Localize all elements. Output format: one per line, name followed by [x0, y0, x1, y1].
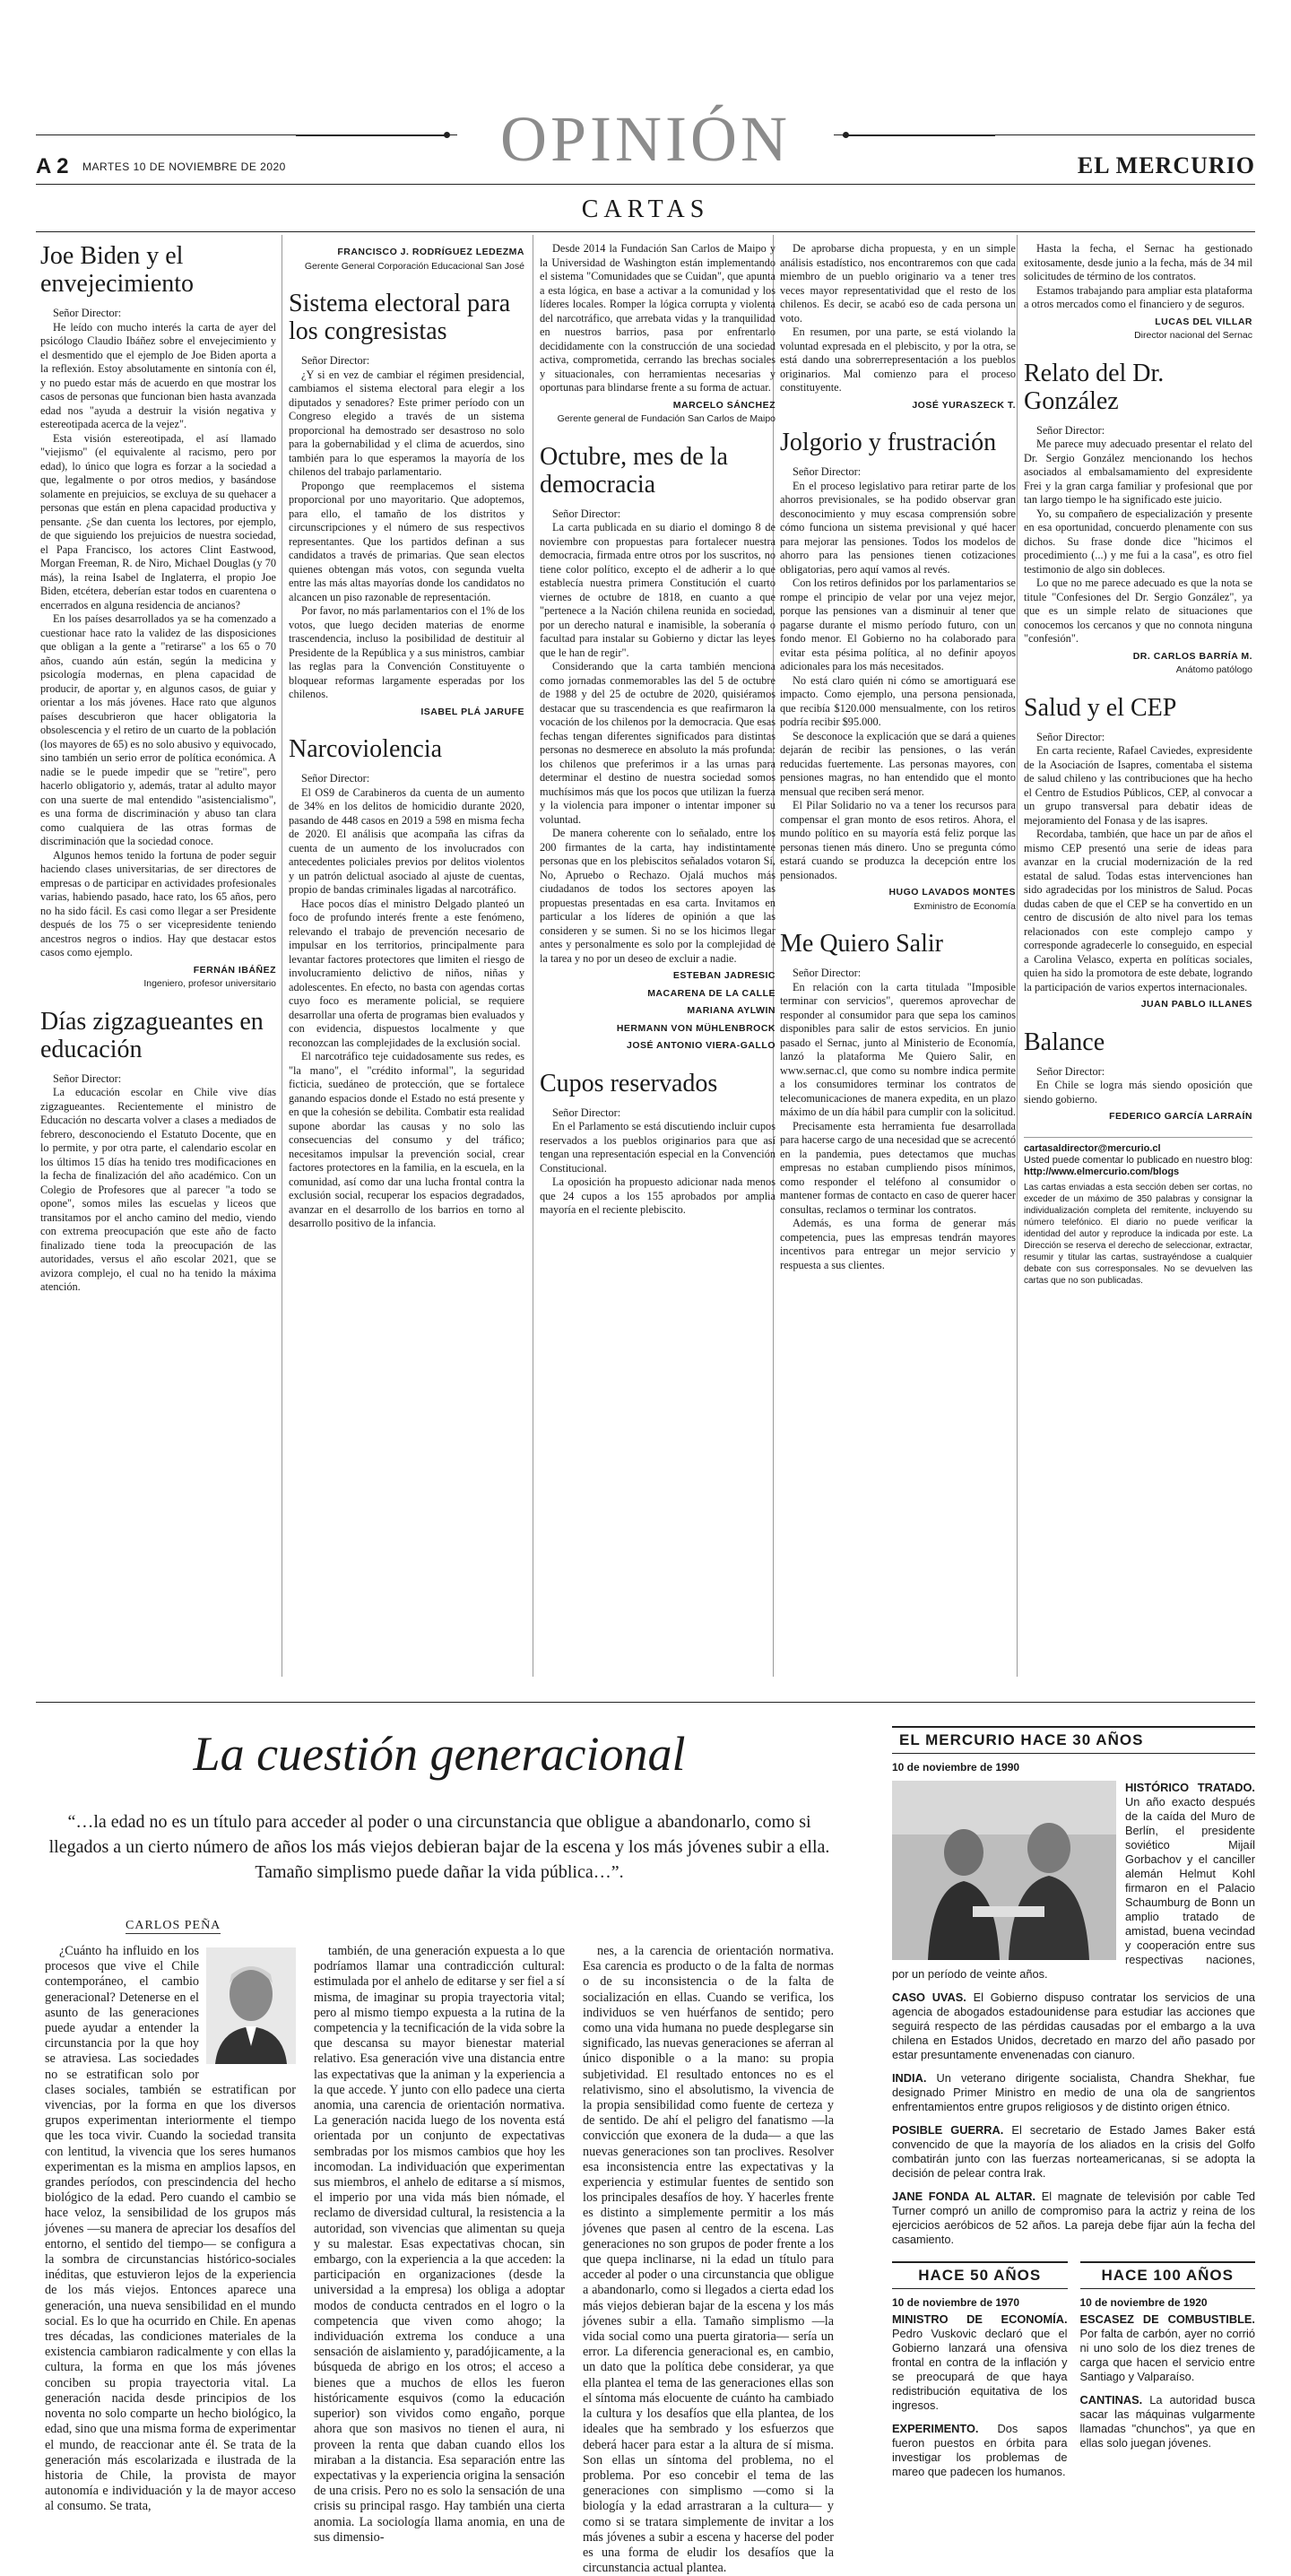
- news-item-text: La autoridad busca sacar las máquinas vulgarmente llamadas "chunchos", ya que en ellas solo juegan jóvenes.: [1079, 2393, 1255, 2450]
- sidebar-date: 10 de noviembre de 1990: [892, 1761, 1020, 1774]
- letter-paragraph: En el proceso legislativo para retirar parte de los ahorros previsionales, se ha podido observar gran desconocimiento y muy escasa comprensión sobre cómo funciona un sistema previsional y qué hacer para mejorar las pensiones. Todos los modelos de ahorro para las pensiones tienen cotizaciones obligatorias, pero aquí vamos al revés.: [780, 479, 1016, 576]
- hace-100-box: [1080, 2261, 1256, 2479]
- letter-signature: MARCELO SÁNCHEZ: [672, 399, 775, 411]
- letter-title: Jolgorio y frustración: [780, 429, 997, 456]
- letter-paragraph: En Chile se logra más siendo oposición que siendo gobierno.: [1024, 1079, 1252, 1106]
- news-item-text: El secretario de Estado James Baker está convencido de que la mayoría de los aliados en la crisis del Golfo combatirán junto con las fuerzas norteamericanas, si se adopta la decisión de pelear contra Irak.: [892, 2123, 1255, 2180]
- news-item-head: ESCASEZ DE COMBUSTIBLE.: [1079, 2312, 1255, 2326]
- column-pull-quote: “…la edad no es un título para acceder al poder o una circunstancia que obligue a abandonarlo, como si llegados a un cierto número de años los más viejos debieran bajar de la escena y los más jóvenes subir a ella. Tamaño simplismo puede dañar la vida pública…”.: [48, 1812, 830, 1882]
- letter-paragraph: Hace pocos días el ministro Delgado planteó un foco de profundo interés frente a este fenómeno, relevando el trabajo de prevención necesario de impulsar en los territorios, principalmente para levantar factores protectores que limiten el riesgo de involucramiento delictivo de niños, niñas y adolescentes. En efecto, no basta con agendas cortas cuyo foco es meramente policial, se requiere desarrollar una oferta de programas bien evaluados y con evidencia, dispuestos localmente y que reconozcan las complejidades de la exclusión social.: [289, 897, 524, 1049]
- page-header: [36, 18, 1255, 223]
- news-item: [892, 1991, 1255, 2062]
- letter-paragraph: Yo, su compañero de especialización y presente en esa oportunidad, concuerdo plenamente con sus dichos. Su frase donde dice "hicimos el procedimiento (...) y me fui a la casa", es otro fiel testimonio de algo sin dobleces.: [1024, 507, 1252, 576]
- letter-title: Sistema electoral para los congresistas: [289, 290, 511, 345]
- letter-paragraph: Algunos hemos tenido la fortuna de poder seguir haciendo clases universitarias, de ser directores de empresas o de participar en actividades profesionales varias, habiendo pasado, hace rato, los 65 años, pero no ha sido fácil. Es casi como llegar a ser Presidente después de los 75 o ser vicepresidente teniendo ancestros negros o indios. Hay que destacar estos casos como ejemplo.: [40, 848, 276, 958]
- letter-signature: FERNÁN IBÁÑEZ: [193, 964, 276, 976]
- letter-paragraph: Por favor, no más parlamentarios con el 1% de los votos, que luego deciden materias de enorme trascendencia, incluso la posibilidad de destituir al Presidente de la República y a sus ministros, cambiar las reglas para la Convención Constituyente o bloquear reformas largamente esperadas por los chilenos.: [289, 604, 524, 700]
- letter-title: Me Quiero Salir: [780, 930, 943, 958]
- letter-paragraph: Precisamente esta herramienta fue desarrollada para hacerse cargo de una necesidad que se acrecentó en la pandemia, pues detectamos que muchas empresas no estaban cumpliendo pisos mínimos, como responder el teléfono al consumidor o mantener formas de contacto en caso de querer hacer consultas, reclamos o terminar los contratos.: [780, 1119, 1016, 1216]
- ornament-line: [843, 134, 995, 136]
- letters-column-3: [540, 242, 775, 1218]
- letter-paragraph: De aprobarse dicha propuesta, y en un simple análisis estadístico, nos encontraremos con que cada miembro de un pueblo originario va a tener tres veces mayor representatividad que el resto de los chilenos. Es decir, se acabó eso de cada persona un voto.: [780, 242, 1016, 325]
- letter-paragraph: El narcotráfico teje cuidadosamente sus redes, es "la mano", el "crédito informal", la seguridad ficticia, suedáneo de protección, que se fortalece ganando espacios donde el Estado no está presente y en que la cohesión se debilita. Combatir esta realidad supone abordar las causas y no solo las consecuencias del consumo y del tráfico; necesitamos impulsar la prevención social, crear factores protectores en la familia, en la escuela, en la comunidad, así como dar una lucha frontal contra la exclusión social, recuperar los espacios degradados, avanzar en el desarrollo de los barrios en torno al desarrollo positivo de la infancia.: [289, 1050, 524, 1229]
- letter-title: Octubre, mes de la democracia: [540, 442, 728, 499]
- letter-signature: MARIANA AYLWIN: [687, 1005, 775, 1016]
- news-item-head: EXPERIMENTO.: [892, 2422, 979, 2435]
- sidebar-date: 10 de noviembre de 1970: [892, 2296, 1020, 2309]
- letter-signature: ESTEBAN JADRESIC: [672, 970, 775, 981]
- letter-paragraph: Desde 2014 la Fundación San Carlos de Maipo y la Universidad de Washington están implementando el sistema "Comunidades que se Cuidan", que apunta a esta lógica, en base a activar a la comunidad y los líderes locales. Romper la lógica corrupta y violenta del narcotráfico, que arrebata vidas y la tranquilidad en nuestros barrios, pasa por enfrentarlo decididamente con la construcción de una sociedad activa, comprometida, cerrando las brechas sociales y situacionales, con herramientas necesarias y oportunas para blindarse frente a su forma de actuar.: [540, 242, 775, 394]
- column-title: La cuestión generacional: [193, 1727, 686, 1781]
- letters-column-1: [40, 242, 276, 1295]
- news-item-text: El magnate de televisión por cable Ted Turner compró un anillo de compromiso para la actriz y reina de los ejercicios aeróbicos de 52 años. La pareja debe fijar aún la fecha del casamiento.: [892, 2190, 1255, 2246]
- news-item: [892, 2123, 1255, 2181]
- letter-title: Narcoviolencia: [289, 735, 443, 763]
- news-item-head: JANE FONDA AL ALTAR.: [892, 2190, 1036, 2203]
- letter-paragraph: No está claro quién ni cómo se amortiguará ese impacto. Como ejemplo, una persona pensionada, que recibía $120.000 mensualmente, con los retiros podría recibir $95.000.: [780, 673, 1016, 728]
- letter-paragraph: La oposición ha propuesto adicionar nada menos que 24 cupos a los 155 aprobados por amplia mayoría en el reciente plebiscito.: [540, 1175, 775, 1216]
- letter-salute: Señor Director:: [301, 772, 370, 785]
- news-item-text: Por falta de carbón, ayer no corrió ni uno solo de los diez trenes de carga que hacen el servicio entre Santiago y Valparaíso.: [1079, 2327, 1255, 2383]
- letter-paragraph: Me parece muy adecuado presentar el relato del Dr. Sergio González mencionando los hechos asociados al embalsamamiento del expresidente Frei y la gran carga familiar y profesional que por tan largo tiempo le ha significado este juicio.: [1024, 438, 1252, 506]
- newspaper-name: EL MERCURIO: [1077, 152, 1255, 178]
- letter-salute: Señor Director:: [793, 465, 862, 478]
- photo-caption-head: HISTÓRICO TRATADO.: [1125, 1781, 1255, 1794]
- letter-paragraph: El Pilar Solidario no va a tener los recursos para compensar el gran monto de esos retiros. Ahora, el mundo político en su mayoría está feliz porque las personas tienen más dinero. Uno se pregunta cómo estará cuando se produzca la decepción entre los pensionados.: [780, 799, 1016, 881]
- author-portrait: [206, 1947, 296, 2064]
- contact-box: [1024, 1137, 1252, 1287]
- letter-salute: Señor Director:: [53, 1071, 122, 1085]
- blog-intro: Usted puede comentar lo publicado en nuestro blog:: [1024, 1154, 1253, 1166]
- blog-link[interactable]: http://www.elmercurio.com/blogs: [1024, 1166, 1180, 1177]
- letter-paragraph: La educación escolar en Chile vive días zigzagueantes. Recientemente el ministro de Educación no descarta volver a clases a mediados de febrero, desconociendo el Estatuto Docente, que en lo permite, y por otra parte, el calendario escolar en los últimos 15 días ha tenido tres modificaciones en la fecha de finalización del año académico. Con un Colegio de Profesores que al parecer "a todo se opone", somos miles las escuelas y liceos que transitamos por el ancho camino del medio, viendo con extrema preocupación que este año de facto finalizado tiene toda la preocupación de las autoridades, versus el año escolar 2021, que se avizora complejo, el cual no ha tenido la máxima atención.: [40, 1086, 276, 1293]
- letters-rules: Las cartas enviadas a esta sección deben ser cortas, no exceder de un máximo de 350 palabras y consignar la individualización completa del remitente, incluyendo su número telefónico. El diario no puede verificar la identidad del autor y reproduce la indicada por este. La Dirección se reserva el derecho de seleccionar, extractar, resumir y titular las cartas, sustrayéndose a cualquier debate con sus corresponsales. No se devuelven las cartas que no son publicadas.: [1024, 1182, 1252, 1286]
- letter-signature: HUGO LAVADOS MONTES: [888, 887, 1016, 898]
- letter-paragraph: De manera coherente con lo señalado, entre los 200 firmantes de la carta, hay indistintamente personas que en los plebiscitos señalados votaron Sí, No, Apruebo o Rechazo. Ojalá muchos más ciudadanos de todos los sectores apoyen las propuestas presentadas en esa carta. Invitamos en particular a los líderes de opinión a que las consideren y se sumen. Si no se los hicimos llegar antes y personalmente es solo por la complejidad de la tarea y no por un deseo de excluir a nadie.: [540, 827, 775, 965]
- letter-paragraph: En los países desarrollados ya se ha comenzado a cuestionar hace rato la validez de las disposiciones que obligan a la gente a "retirarse" a los 65 o 70 años, cuando aún están, según la medicina y psicología modernas, en plena capacidad de producir, de aportar y, en algunos casos, de guiar y orientar a los más jóvenes. Hace rato que algunos países descubrieron que hacer obligatoria la obsolescencia y el retiro de un cuarto de la población (los mayores de 65) es no solo abusivo y equivocado, sino también un serio error de política económica. A nadie se le puede impedir que se "retire", pero hacerlo obligatorio y, además, tratar al adulto mayor con una suerte de mal entendido "asistencialismo", es una forma de discriminación y abuso tan clara como cualquiera de las otras formas de discriminación que la sociedad conoce.: [40, 612, 276, 847]
- letter-signature: DR. CARLOS BARRÍA M.: [1132, 650, 1252, 662]
- column-paragraph: también, de una generación expuesta a lo que podríamos llamar una contradicción cultural: estimulada por el anhelo de editarse y ser fiel a sí misma, de imaginar su propia trayectoria vital; pero al mismo tiempo expuesta a la rutina de la competencia y la tecnificación de la vida sobre la que descansa su mayor bienestar material relativo. Esa generación vive una distancia entre las expectativas que la animan y la experiencia a la que accede. Y junto con ello padece una cierta anomia, una carencia de orientación normativa. La generación nacida luego de los noventa está orientada por un conjunto de expectativas sembradas por los mismos cambios que hoy les incomodan. La individuación que experimentan sus miembros, el anhelo de editarse a sí mismos, el imperio por una vida más bien nómade, el reclamo de diversidad cultural, la resistencia a la autoridad, son vivencias que alimentan su queja y su malestar. Esas expectativas chocan, sin embargo, con la experiencia a la que acceden: la participación en organizaciones (desde la universidad a la empresa) los obliga a adoptar modos de conducta centrados en el logro o la competencia que viven como ahogo; la individuación extrema los conduce a una sensación de aislamiento y, paradójicamente, a la búsqueda de abrigo en los otros; el acceso a bienes que a muchos de ellos les fueron históricamente esquivos (como la educación superior) son vividos como engaño, porque ahora que son masivos no tienen el aura, ni proveen la renta que daban cuando ellos los miraban a la distancia. Esa separación entre las expectativas y la experiencia origina la sensación de una crisis. Pero no es solo la sensación de una crisis su principal rasgo. Hay también una cierta anomia. La sociología llama anomia, en una de sus dimensio-: [314, 1944, 565, 2545]
- letter-paragraph: En resumen, por una parte, se está violando la voluntad expresada en el plebiscito, y por la otra, se está dando una sobrerrepresentación a los pueblos originarios. Mal comienzo para el proceso constituyente.: [780, 325, 1016, 394]
- letter-role: Director nacional del Sernac: [1134, 330, 1252, 341]
- column-text-3: [583, 1944, 834, 2576]
- letter-salute: Señor Director:: [552, 507, 621, 520]
- letter-paragraph: Además, es una forma de generar más competencia, pues las empresas tendrán mayores incentivos para entregar un mejor servicio y respuesta a sus clientes.: [780, 1217, 1016, 1271]
- letters-column-2: [289, 242, 524, 1231]
- section-title: OPINIÓN: [457, 103, 834, 175]
- letter-paragraph: Propongo que reemplacemos el sistema proporcional por uno mayoritario. Que adoptemos, para ello, el tamaño de los distritos y circunscripciones y el número de sus respectivos representantes. Que los partidos definan a sus candidatos a través de primarias. Que sean electos quienes obtengan más votos, con segunda vuelta entre las más altas mayorías donde los candidatos no alcancen un piso razonable de representación.: [289, 479, 524, 603]
- section-rule: [36, 1702, 1255, 1703]
- letter-signature: JOSÉ ANTONIO VIERA-GALLO: [626, 1040, 775, 1051]
- news-item-head: CANTINAS.: [1079, 2393, 1143, 2407]
- column-divider: [1017, 235, 1018, 1677]
- letter-signature: FEDERICO GARCÍA LARRAÍN: [1109, 1111, 1252, 1122]
- letter-paragraph: En relación con la carta titulada "Imposible terminar con servicios", queremos aprovechar de responder al consumidor para que sepa los caminos disponibles para salir de estos servicios. En junio pasado el Sernac, junto al Ministerio de Economía, lanzó la plataforma Me Quiero Salir, en www.sernac.cl, que como su nombre indica permite a los consumidores terminar los contratos de telecomunicaciones de manera expedita, en un plazo máximo de un día hábil para cumplir con la solicitud.: [780, 980, 1016, 1118]
- column-paragraph: ¿Cuánto ha influido en los procesos que vive el Chile contemporáneo, el cambio generacional? Detenerse en el asunto de las generaciones puede ayudar a entender la circunstancia por la que hoy se atraviesa. Las sociedades no se estratifican solo por clases sociales, también se estratifican por vivencias, por la forma en que los diversos grupos experimentan interiormente el tiempo que les toca vivir. Cuando la sociedad transita con lentitud, la vivencia que los seres humanos experimentan es la misma en amplios lapsos, en grandes períodos, con prescindencia del hecho biológico de la edad. Pero cuando el cambio se hace veloz, la sensibilidad de los grupos más jóvenes —su manera de apreciar los desafíos del entorno, el sentido del tiempo— se configura a la sombra de circunstancias histórico-sociales inéditas, que estuvieron lejos de la experiencia de los más viejos. Entonces aparece una generación, una nueva sensibilidad en el mundo social. Es lo que ha ocurrido en Chile. En apenas tres décadas, las condiciones materiales de la existencia cambiaron radicalmente y con ellas la cultura, la forma en que los más jóvenes conciben su propia trayectoria vital. La generación nacida desde principios de los noventa no solo comparte un hecho biológico, la edad, sino que una misma forma de experimentar el mundo, de reaccionar ante él. Se trata de la generación más escolarizada e ilustrada de la historia de Chile, la provista de mayor autonomía e individuación y la de mayor acceso al consumo. Se trata,: [45, 1944, 296, 2514]
- letter-salute: Señor Director:: [552, 1106, 621, 1119]
- news-item: [892, 2071, 1255, 2114]
- header-rule: [36, 184, 1255, 185]
- letter-signature: JOSÉ YURASZECK T.: [912, 399, 1016, 411]
- letter-role: Gerente general de Fundación San Carlos de Maipo: [557, 413, 775, 424]
- letter-title: Relato del Dr. González: [1024, 359, 1165, 415]
- ornament-line: [296, 134, 448, 136]
- letter-paragraph: He leído con mucho interés la carta de ayer del psicólogo Claudio Ibáñez sobre el envejecimiento y el desmentido que el ejemplo de Joe Biden aporta a la reflexión. Estoy absolutamente en sintonía con él, y no puedo estar más de acuerdo en que mostrar los casos de personas que funcionan bien hasta avanzada edad nos "ayuda a destruir la visión negativa y estereotipada acerca de la vejez".: [40, 320, 276, 430]
- hace-50-box: [892, 2261, 1068, 2479]
- letter-role: Gerente General Corporación Educacional San José: [304, 260, 524, 272]
- letter-salute: Señor Director:: [1036, 423, 1105, 437]
- letter-signature: JUAN PABLO ILLANES: [1140, 999, 1252, 1010]
- news-item-head: CASO UVAS.: [892, 1991, 966, 2004]
- letter-paragraph: En carta reciente, Rafael Caviedes, expresidente de la Asociación de Isapres, comentaba el sistema de salud chileno y las contribuciones que ha hecho el Centro de Estudios Públicos, CEP, al convocar a un grupo transversal para debatir ideas de mejoramiento del Fonasa y de las isapres.: [1024, 744, 1252, 827]
- letter-salute: Señor Director:: [301, 354, 370, 367]
- column-paragraph: nes, a la carencia de orientación normativa. Esa carencia es producto o de la falta de normas o de su inconsistencia o de la falta de socialización en ellas. Cuando se verifica, los individuos se ven huérfanos de sentido; pero como una vida humana no puede desplegarse sin significado, las nuevas generaciones se aferran al único disponible o a la mano: su propia subjetividad. El resultado entonces no es el relativismo, sino el absolutismo, la vivencia de la propia sensibilidad como fuente de certeza y de sentido. De ahí el peligro del fanatismo —la convicción que exonera de la duda— a que las nuevas generaciones son tan proclives. Resolver esa inconsistencia entre las expectativas y la experiencia y estimular fuentes de sentido son los principales desafíos de hoy. Y hacerles frente es distinto a simplemente permitir a los más jóvenes que pasen al centro de la escena. Las generaciones no son grupos de poder frente a los que quepa inclinarse, ni la edad un título para acceder al poder o una circunstancia que obligue a abandonarlo, como si llegados a cierta edad los más viejos debieran bajar de la escena y los más jóvenes subir a ella. Tamaño simplismo —la vida social como una puerta giratoria— sería un error. La diferencia generacional es, en cambio, un dato que la política debe considerar, ya que ella plantea el tema de las generaciones ellas son el síntoma más elocuente de cuánto ha cambiado la cultura y los desafíos que ella plantea, de los ideales que ha sembrado y los esfuerzos que deberá hacer para estar a la altura de sí misma. Son ellas un síntoma del problema, no el problema. Por eso concebir el tema de las generaciones con simplismo —como si la biología y la edad arrastraran a la cultura— y como si se tratara simplemente de invitar a los más jóvenes a subir a escena y hacerse del poder es una forma de eludir los desafíos que la circunstancia actual plantea.: [583, 1944, 834, 2576]
- news-item-text: El Gobierno dispuso contratar los servicios de una agencia de abogados estadounidense para estudiar las acciones que seguirá respecto de las pérdidas causadas por el embargo a la uva chilena en Estados Unidos, decretado en marzo del año pasado por estar presuntamente envenenadas con cianuro.: [892, 1991, 1255, 2061]
- letters-column-5: [1024, 242, 1252, 1287]
- historic-photo: [892, 1781, 1116, 1960]
- photo-caption: Un año exacto después de la caída del Muro de Berlín, el presidente soviético Mijaíl Gorbachov y el canciller alemán Helmut Kohl firmaron en el Palacio Schaumburg de Bonn un amplio tratado de amistad, buena vecindad y cooperación entre sus respectivas naciones, por un período de veinte años.: [892, 1795, 1255, 1981]
- letter-title: Balance: [1024, 1028, 1105, 1056]
- photo-block: [892, 1781, 1255, 1982]
- letter-signature: MACARENA DE LA CALLE: [647, 987, 775, 999]
- letter-paragraph: Estamos trabajando para ampliar esta plataforma a otros mercados como el financiero y de seguros.: [1024, 283, 1252, 310]
- letter-role: Anátomo patólogo: [1175, 664, 1252, 675]
- history-boxes: [892, 2261, 1255, 2479]
- sidebar-heading: HACE 100 AÑOS: [1080, 2261, 1256, 2289]
- history-sidebar: [892, 1726, 1255, 2479]
- letter-salute: Señor Director:: [1036, 1064, 1105, 1078]
- letter-paragraph: Se desconoce la explicación que se dará a quienes dejarán de recibir las pensiones, o las verán reducidas fuertemente. Las personas mayores, con pensiones magras, no han entendido que el monto mensual que reciben será menor.: [780, 729, 1016, 798]
- letter-role: Ingeniero, profesor universitario: [143, 978, 276, 989]
- news-item-text: Un veterano dirigente socialista, Chandra Shekhar, fue designado Primer Ministro en medio de una ola de sangrientos enfrentamientos entre grupos religiosos y de distinto origen étnico.: [892, 2071, 1255, 2113]
- letter-paragraph: En el Parlamento se está discutiendo incluir cupos reservados a los pueblos originarios para que así tengan una representación especial en la Convención Constitucional.: [540, 1120, 775, 1175]
- letter-paragraph: La carta publicada en su diario el domingo 8 de noviembre con propuestas para fortalecer nuestra democracia, firmada entre otros por los suscritos, no tiene color político, excepto el de adherir a lo que establecía nuestra primera Constitución el cuarto viernes de octubre de 1818, en cuanto a que "pertenece a la Nación chilena reunida en sociedad, por un derecho natural e inamisible, la soberanía o facultad para instalar su Gobierno y dictar las leyes que le han de regir".: [540, 521, 775, 659]
- issue-date: MARTES 10 DE NOVIEMBRE DE 2020: [82, 160, 286, 173]
- sidebar-heading: HACE 50 AÑOS: [892, 2261, 1068, 2289]
- letter-signature: LUCAS DEL VILLAR: [1155, 316, 1252, 327]
- news-item: [892, 2190, 1255, 2247]
- letter-salute: Señor Director:: [1036, 730, 1105, 743]
- column-text-2: [314, 1944, 565, 2546]
- letter-title: Salud y el CEP: [1024, 693, 1177, 722]
- letter-signature: FRANCISCO J. RODRÍGUEZ LEDEZMA: [337, 247, 524, 257]
- letter-role: Exministro de Economía: [914, 900, 1016, 912]
- column-author: CARLOS PEÑA: [126, 1919, 221, 1932]
- news-item-head: INDIA.: [892, 2071, 927, 2085]
- letter-paragraph: Con los retiros definidos por los parlamentarios se rompe el principio de velar por una vejez mejor, porque las pensiones van a disminuir al tener que pagarse durante el mismo período futuro, con un fondo menor. El Gobierno no ha colaborado para evitar esta pésima política, al no definir apoyos adicionales para los más necesitados.: [780, 577, 1016, 672]
- column-text-1: [45, 1944, 296, 2515]
- letter-salute: Señor Director:: [793, 967, 862, 979]
- sidebar-date: 10 de noviembre de 1920: [1079, 2296, 1208, 2309]
- letter-title: Joe Biden y el envejecimiento: [40, 242, 195, 298]
- letter-title: Días zigzagueantes en educación: [40, 1007, 264, 1063]
- letter-signature: HERMANN VON MÜHLENBROCK: [616, 1022, 775, 1034]
- letter-paragraph: Esta visión estereotipada, el así llamado "viejismo" (el equivalente al racismo, pero por edad), lo único que logra es forzar a la sociedad a que, legalmente o por otros medios, y basándose solamente en prejuicios, se excluya de su quehacer a personas que están en plena capacidad productiva y pensante. ¿Se dan cuenta los lectores, por ejemplo, de que siguiendo los prejuicios de nuestra sociedad, el Papa Francisco, los actores Clint Eastwood, Morgan Freeman, R. de Niro, Michael Douglas (y 70 más), la reina Isabel de Inglaterra, el propio Joe Biden, etcétera, deberían estar todos en cuarentena o encerrados en alguna residencia de ancianos?: [40, 431, 276, 611]
- contact-email[interactable]: cartasaldirector@mercurio.cl: [1024, 1142, 1161, 1154]
- page-number: A 2: [36, 154, 69, 178]
- letter-paragraph: Lo que no me parece adecuado es que la nota se titule "Confesiones del Dr. Sergio González", ya que es un simple relato de situaciones que conocemos los cercanos y que no connota ninguna "confesión".: [1024, 577, 1252, 645]
- news-item-text: Dos sapos fueron puestos en órbita para investigar los problemas de mareo que padecen los humanos.: [892, 2422, 1068, 2478]
- news-item-text: Pedro Vuskovic declaró que el Gobierno lanzará una ofensiva frontal en contra de la inflación y se preocupará de que haya redistribución equitativa de los ingresos.: [892, 2327, 1068, 2412]
- letters-column-4: [780, 242, 1016, 1272]
- news-item-head: POSIBLE GUERRA.: [892, 2123, 1004, 2137]
- letter-signature: ISABEL PLÁ JARUFE: [420, 706, 524, 717]
- letter-paragraph: Recordaba, también, que hace un par de años el mismo CEP presentó una serie de ideas para avanzar en la crucial modernización de la red estatal de salud. Todas estas intervenciones han sido agradecidas por los ministros de Salud. Pocas dudas caben de que el CEP se ha convertido en un centro de discusión de alto nivel para los temas relacionados con este complejo campo y corresponde agradecerle lo conseguido, en especial a Carolina Velasco, experta en políticas sociales, quien ha sido la promotora de este debate, logrando la participación de varios expertos internacionales.: [1024, 828, 1252, 993]
- letter-paragraph: El OS9 de Carabineros da cuenta de un aumento de 34% en los delitos de homicidio durante 2020, pasando de 448 casos en 2019 a 598 en misma fecha de 2020. El análisis que acompaña las cifras da cuenta de un aumento de los involucrados con antecedentes policiales previos por delitos violentos y un patrón delictual asociado al ajuste de cuentas, propio de bandas criminales ligadas al narcotráfico.: [289, 785, 524, 896]
- letter-paragraph: ¿Y si en vez de cambiar el régimen presidencial, cambiamos el sistema electoral para elegir a los diputados y senadores? Este primer período con un Congreso elegido a través de un sistema proporcional ha demostrado ser desastroso no solo para la gobernabilidad y el clima de acuerdos, sino también para lo que esperamos la mayoría de los chilenos del trabajo parlamentario.: [289, 368, 524, 478]
- letter-paragraph: Hasta la fecha, el Sernac ha gestionado exitosamente, desde junio a la fecha, más de 34 mil solicitudes de término de los contratos.: [1024, 242, 1252, 282]
- letter-title: Cupos reservados: [540, 1069, 718, 1097]
- news-item-head: MINISTRO DE ECONOMÍA.: [892, 2312, 1068, 2326]
- letter-salute: Señor Director:: [53, 307, 122, 319]
- sidebar-heading: EL MERCURIO HACE 30 AÑOS: [892, 1726, 1255, 1754]
- letter-paragraph: Considerando que la carta también menciona como jornadas conmemorables las del 5 de octubre de 1988 y del 25 de octubre de 2020, quisiéramos destacar que su trascendencia es que reafirmaron la vocación de los chilenos por la democracia. Que esas fechas tengan diferentes significados para distintas personas no desmerece en absoluto la más profunda: los chilenos que preferimos ir a las urnas para determinar el destino de nuestra sociedad somos muchísimos más que los pocos que utilizan la fuerza y la violencia para imponer o intentar imponer su voluntad.: [540, 660, 775, 826]
- subsection-title: CARTAS: [581, 195, 710, 223]
- header-rule: [36, 231, 1255, 232]
